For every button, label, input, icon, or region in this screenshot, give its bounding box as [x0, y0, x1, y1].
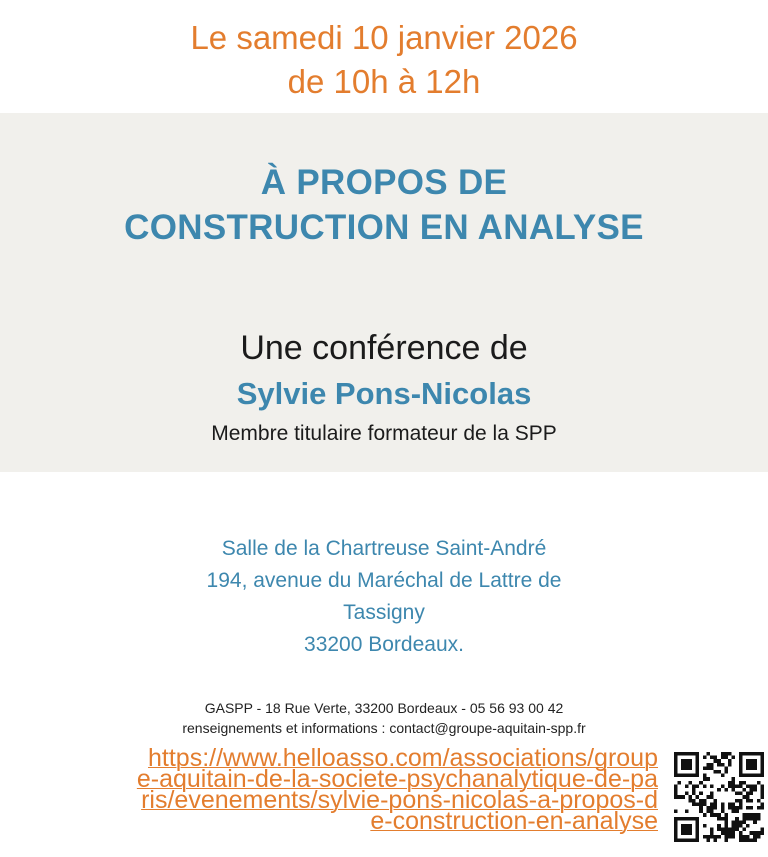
contact-email[interactable]: renseignements et informations : contact@groupe-aquitain-spp.fr [182, 720, 586, 736]
conference-intro: Une conférence de [240, 329, 528, 367]
venue-line-3: Tassigny [343, 601, 425, 624]
speaker-role: Membre titulaire formateur de la SPP [211, 422, 557, 445]
venue-address [0, 533, 768, 661]
link-line-4[interactable]: e-construction-en-analyse [370, 807, 658, 835]
event-date: Le samedi 10 janvier 2026 [190, 19, 578, 56]
link-line-1[interactable]: https://www.helloasso.com/associations/group [148, 744, 658, 772]
qr-code-icon[interactable] [674, 752, 764, 842]
title-line-1: À PROPOS DE [260, 163, 508, 202]
contact-info [0, 698, 768, 738]
title-line-2: CONSTRUCTION EN ANALYSE [124, 208, 644, 247]
link-line-3[interactable]: ris/evenements/sylvie-pons-nicolas-a-propos-d [141, 786, 658, 814]
event-time: de 10h à 12h [287, 63, 481, 100]
venue-line-2: 194, avenue du Maréchal de Lattre de [206, 569, 562, 592]
speaker-name: Sylvie Pons-Nicolas [236, 376, 532, 411]
venue-line-1: Salle de la Chartreuse Saint-André [221, 537, 547, 560]
contact-address: GASPP - 18 Rue Verte, 33200 Bordeaux - 05 56 93 00 42 [204, 700, 564, 716]
link-line-2[interactable]: e-aquitain-de-la-societe-psychanalytique-de-pa [136, 765, 658, 793]
page-title [0, 160, 768, 250]
registration-link[interactable] [28, 744, 658, 835]
venue-line-4: 33200 Bordeaux. [304, 633, 464, 656]
event-datetime [0, 16, 768, 104]
